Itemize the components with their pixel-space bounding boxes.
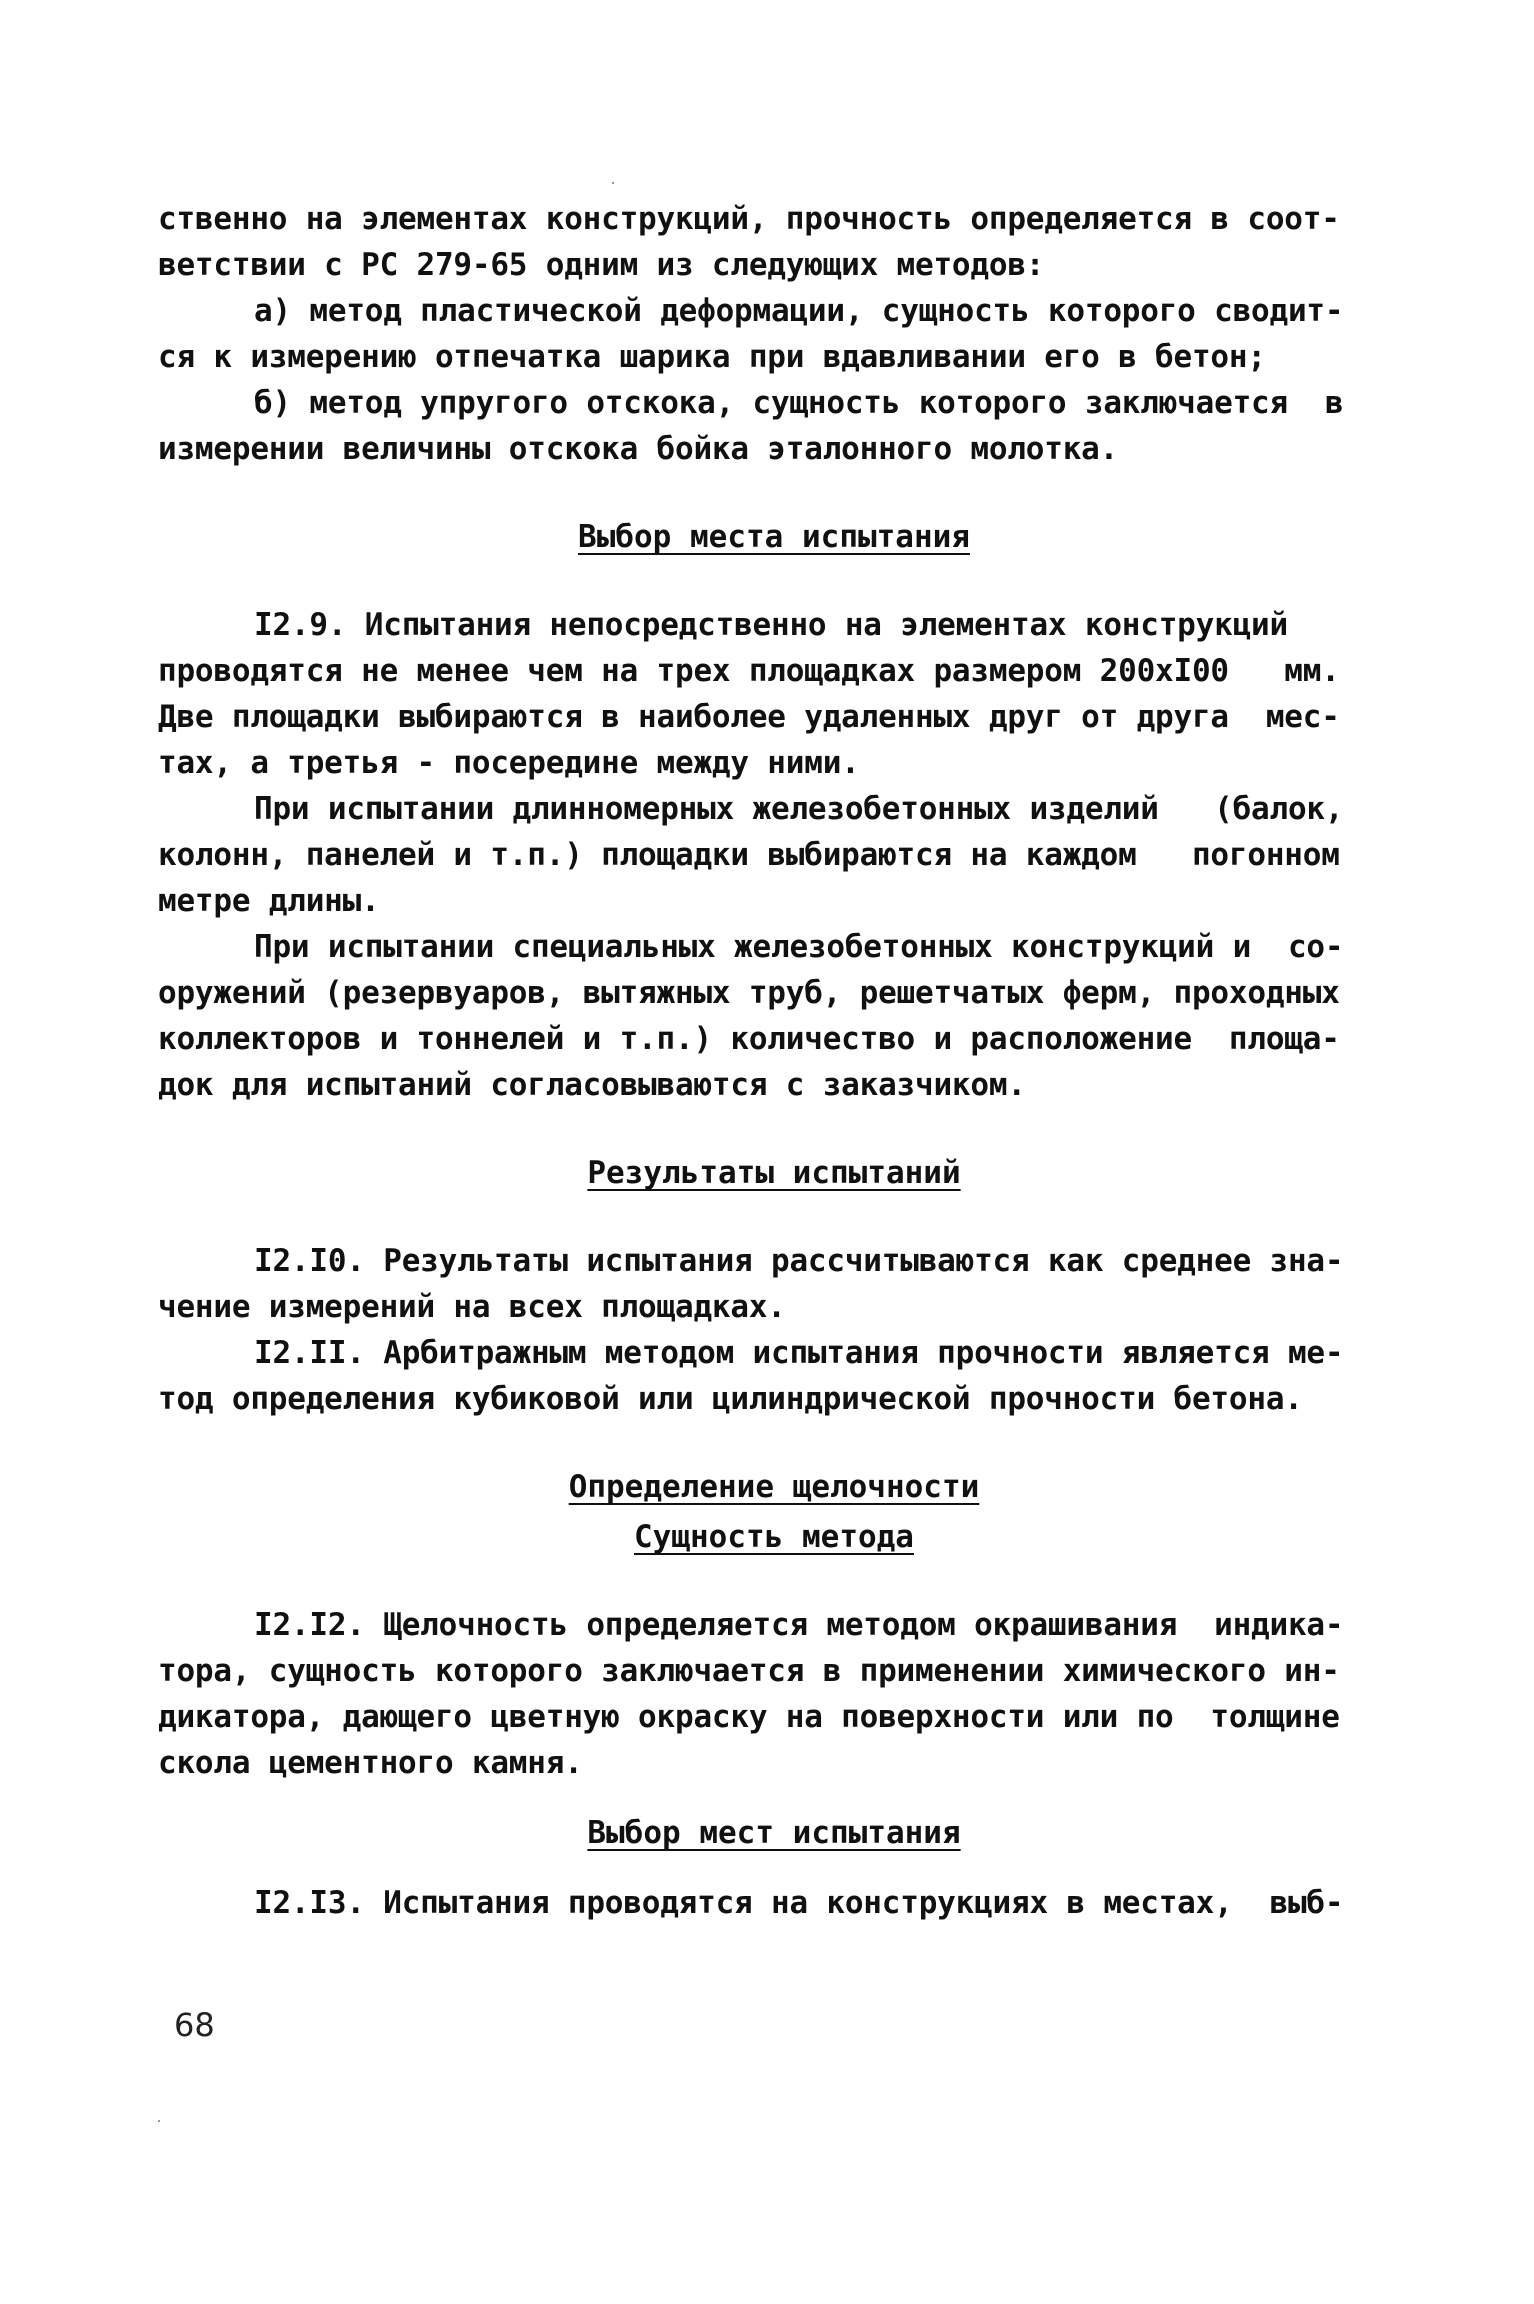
scan-speck <box>158 2120 160 2122</box>
paragraph-12-12 <box>158 1602 1390 1786</box>
text-line: ветствии с РС 279-65 одним из следующих методов: <box>158 247 1045 283</box>
section-heading-places <box>158 1810 1390 1856</box>
text-line: тод определения кубиковой или цилиндрической прочности бетона. <box>158 1381 1303 1417</box>
text-line: ственно на элементах конструкций, прочность определяется в соот- <box>158 201 1340 237</box>
heading-text: Сущность метода <box>634 1519 914 1555</box>
text-line: I2.II. Арбитражным методом испытания прочности является ме- <box>254 1335 1344 1371</box>
text-line: коллекторов и тоннелей и т.п.) количество и расположение площа- <box>158 1021 1340 1057</box>
text-line: При испытании специальных железобетонных конструкций и со- <box>254 929 1344 965</box>
text-line: оружений (резервуаров, вытяжных труб, решетчатых ферм, проходных <box>158 975 1340 1011</box>
text-line: I2.I2. Щелочность определяется методом окрашивания индика- <box>254 1607 1344 1643</box>
text-line: б) метод упругого отскока, сущность которого заключается в <box>254 385 1344 421</box>
intro-paragraph <box>158 196 1390 288</box>
item-a-paragraph <box>158 288 1390 380</box>
text-line: При испытании длинномерных железобетонных изделий (балок, <box>254 791 1344 827</box>
text-line: дикатора, дающего цветную окраску на поверхности или по толщине <box>158 1699 1340 1735</box>
text-line: I2.I3. Испытания проводятся на конструкциях в местах, выб- <box>254 1885 1344 1921</box>
text-line: тора, сущность которого заключается в применении химического ин- <box>158 1653 1340 1689</box>
text-line: скола цементного камня. <box>158 1745 583 1781</box>
text-line: измерении величины отскока бойка эталонного молотка. <box>158 431 1119 467</box>
text-line: док для испытаний согласовываются с заказчиком. <box>158 1067 1026 1103</box>
text-line: Две площадки выбираются в наиболее удаленных друг от друга мес- <box>158 699 1340 735</box>
heading-text: Выбор мест испытания <box>587 1815 961 1851</box>
section-heading-alkalinity <box>158 1464 1390 1510</box>
paragraph-12-9 <box>158 602 1390 786</box>
paragraph-special-structures <box>158 924 1390 1108</box>
document-page <box>158 196 1390 1926</box>
text-line: колонн, панелей и т.п.) площадки выбираются на каждом погонном <box>158 837 1340 873</box>
scan-speck <box>612 182 614 184</box>
text-line: проводятся не менее чем на трех площадках размером 200xI00 мм. <box>158 653 1340 689</box>
text-line: ся к измерению отпечатка шарика при вдавливании его в бетон; <box>158 339 1266 375</box>
text-line: чение измерений на всех площадках. <box>158 1289 786 1325</box>
text-line: тах, а третья - посередине между ними. <box>158 745 860 781</box>
heading-text: Определение щелочности <box>568 1469 980 1505</box>
heading-text: Выбор места испытания <box>578 519 970 555</box>
paragraph-12-11 <box>158 1330 1390 1422</box>
paragraph-12-13 <box>158 1880 1390 1926</box>
text-line: метре длины. <box>158 883 380 919</box>
text-line: I2.9. Испытания непосредственно на элементах конструкций <box>254 607 1288 643</box>
paragraph-12-10 <box>158 1238 1390 1330</box>
section-heading-essence <box>158 1514 1390 1560</box>
section-heading-results <box>158 1150 1390 1196</box>
item-b-paragraph <box>158 380 1390 472</box>
page-number: 68 <box>174 2006 215 2044</box>
text-line: а) метод пластической деформации, сущность которого сводит- <box>254 293 1344 329</box>
section-heading-site <box>158 514 1390 560</box>
heading-text: Результаты испытаний <box>587 1155 961 1191</box>
text-line: I2.I0. Результаты испытания рассчитываются как среднее зна- <box>254 1243 1344 1279</box>
paragraph-long-products <box>158 786 1390 924</box>
